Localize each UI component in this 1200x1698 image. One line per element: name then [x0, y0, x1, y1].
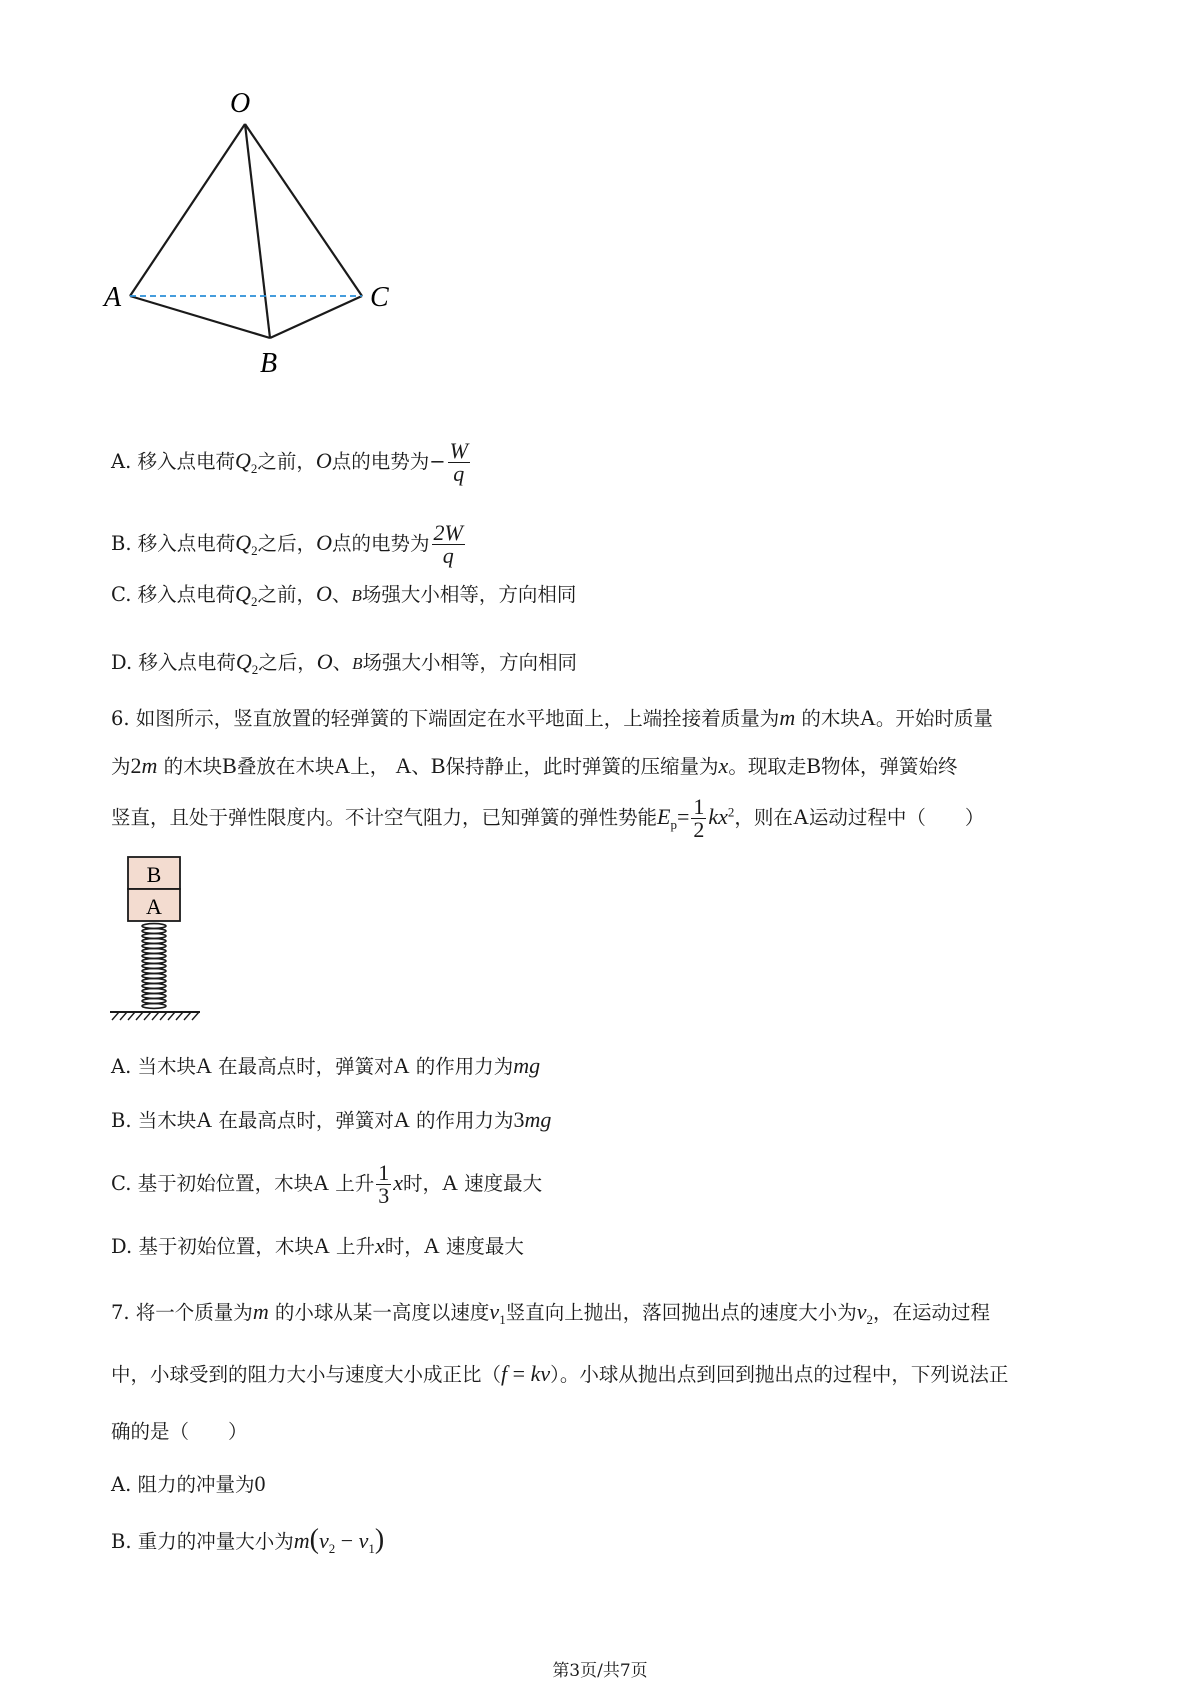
q7-stem-line2: 中，小球受到的阻力大小与速度大小成正比（f = kv）。小球从抛出点到回到抛出点的过程中，下列说法正 — [111, 1361, 1009, 1386]
q7-stem-line3: 确的是（ ） — [111, 1420, 248, 1443]
q7-option-a: A. 阻力的冲量为0 — [111, 1471, 266, 1496]
ground-hatching — [112, 1012, 199, 1020]
block-a-label: A — [146, 894, 162, 919]
label-A: A — [104, 282, 122, 313]
fraction-2w-over-q: $\frac{2W}{q}$ — [433, 520, 463, 568]
label-C: C — [370, 282, 389, 313]
q6-option-b: B. 当木块A 在最高点时，弹簧对A 的作用力为3mg — [111, 1107, 552, 1132]
q5-option-c: C. 移入点电荷$Q_2$之前，O、B场强大小相等，方向相同 — [111, 581, 577, 609]
q6-option-d: D. 基于初始位置，木块A 上升x时，A 速度最大 — [111, 1233, 524, 1258]
page-number: 第3页/共7页 — [552, 1661, 648, 1681]
q7-stem-line1: 7. 将一个质量为m 的小球从某一高度以速度$v_1$竖直向上抛出，落回抛出点的速度大小为$v_2$，在运动过程 — [111, 1299, 990, 1327]
block-b-label: B — [146, 862, 162, 887]
fraction-w-over-q: $\frac{W}{q}$ — [449, 438, 468, 486]
label-O: O — [230, 88, 251, 119]
q5-option-a: A. 移入点电荷$Q_2$之前，O点的电势为− $\frac{W}{q}$ — [111, 438, 468, 486]
edge-BC — [270, 296, 362, 338]
q6-stem-line2: 为2m 的木块B叠放在木块A上， A、B保持静止，此时弹簧的压缩量为x。现取走B物体，弹簧始终 — [111, 753, 958, 778]
q7-option-b: B. 重力的冲量大小为$m(v_2 - v_1)$ — [111, 1524, 385, 1556]
fraction-one-third: $\frac{1}{3}$ — [378, 1160, 390, 1208]
q6-stem-line3: 竖直，且处于弹性限度内。不计空气阻力，已知弹簧的弹性势能$E_p=$ $\frac{1}{2}$ $kx^2$，则在A运动过程中（ ） — [111, 794, 985, 842]
q6-option-c: C. 基于初始位置，木块A 上升 $\frac{1}{3}$ x时，A 速度最大 — [111, 1160, 543, 1208]
label-B: B — [260, 348, 278, 379]
q5-option-d: D. 移入点电荷$Q_2$之后，O、B场强大小相等，方向相同 — [111, 649, 578, 677]
q6-option-a: A. 当木块A 在最高点时，弹簧对A 的作用力为mg — [111, 1053, 541, 1078]
edge-AB — [130, 296, 270, 338]
spring-figure — [100, 855, 210, 1035]
q5-option-b: B. 移入点电荷$Q_2$之后，O点的电势为 $\frac{2W}{q}$ — [111, 520, 463, 568]
pyramid-figure — [100, 80, 440, 400]
edge-OA — [130, 124, 245, 296]
spring-coil — [142, 924, 166, 1009]
fraction-one-half: $\frac{1}{2}$ — [693, 794, 705, 842]
q6-stem-line1: 6. 如图所示，竖直放置的轻弹簧的下端固定在水平地面上，上端拴接着质量为m 的木块A。开始时质量 — [111, 705, 993, 730]
